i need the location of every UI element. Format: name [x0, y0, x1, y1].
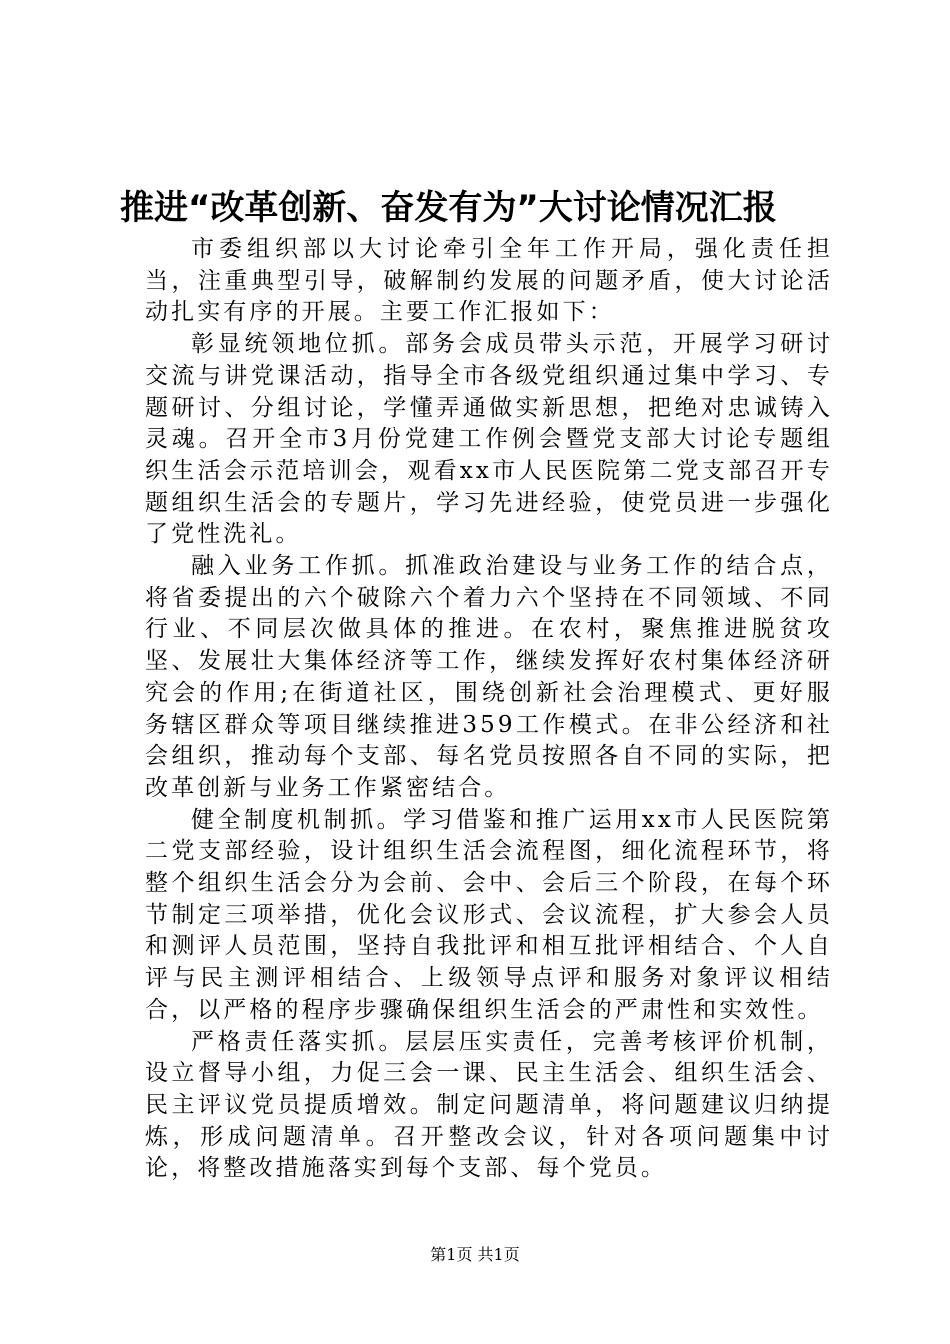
page-number-footer: 第1页 共1页: [430, 1245, 520, 1264]
intro-paragraph: 市委组织部以大讨论牵引全年工作开局，强化责任担当，注重典型引导，破解制约发展的问题矛盾，使大讨论活动扎实有序的开展。主要工作汇报如下：: [145, 236, 833, 326]
paragraph-business-integration: 融入业务工作抓。抓准政治建设与业务工作的结合点，将省委提出的六个破除六个着力六个坚持在不同领域、不同行业、不同层次做具体的推进。在农村，聚焦推进脱贫攻坚、发展壮大集体经济等工作，继续发挥好农村集体经济研究会的作用;在街道社区，围绕创新社会治理模式、更好服务辖区群众等项目继续推进359工作模式。在非公经济和社会组织，推动每个支部、每名党员按照各自不同的实际，把改革创新与业务工作紧密结合。: [145, 553, 833, 801]
document-body: [145, 234, 833, 1185]
document-title: 推进“改革创新、奋发有为”大讨论情况汇报: [120, 188, 777, 228]
paragraph-responsibility: 严格责任落实抓。层层压实责任，完善考核评价机制，设立督导小组，力促三会一课、民主生活会、组织生活会、民主评议党员提质增效。制定问题清单，将问题建议归纳提炼，形成问题清单。召开整改会议，针对各项问题集中讨论，将整改措施落实到每个支部、每个党员。: [145, 1028, 833, 1182]
paragraph-system-mechanism: 健全制度机制抓。学习借鉴和推广运用xx市人民医院第二党支部经验，设计组织生活会流程图，细化流程环节，将整个组织生活会分为会前、会中、会后三个阶段，在每个环节制定三项举措，优化会议形式、会议流程，扩大参会人员和测评人员范围，坚持自我批评和相互批评相结合、个人自评与民主测评相结合、上级领导点评和服务对象评议相结合，以严格的程序步骤确保组织生活会的严肃性和实效性。: [145, 806, 833, 1023]
paragraph-leadership: 彰显统领地位抓。部务会成员带头示范，开展学习研讨交流与讲党课活动，指导全市各级党组织通过集中学习、专题研讨、分组讨论，学懂弄通做实新思想，把绝对忠诚铸入灵魂。召开全市3月份党建工作例会暨党支部大讨论专题组织生活会示范培训会，观看xx市人民医院第二党支部召开专题组织生活会的专题片，学习先进经验，使党员进一步强化了党性洗礼。: [145, 331, 833, 548]
